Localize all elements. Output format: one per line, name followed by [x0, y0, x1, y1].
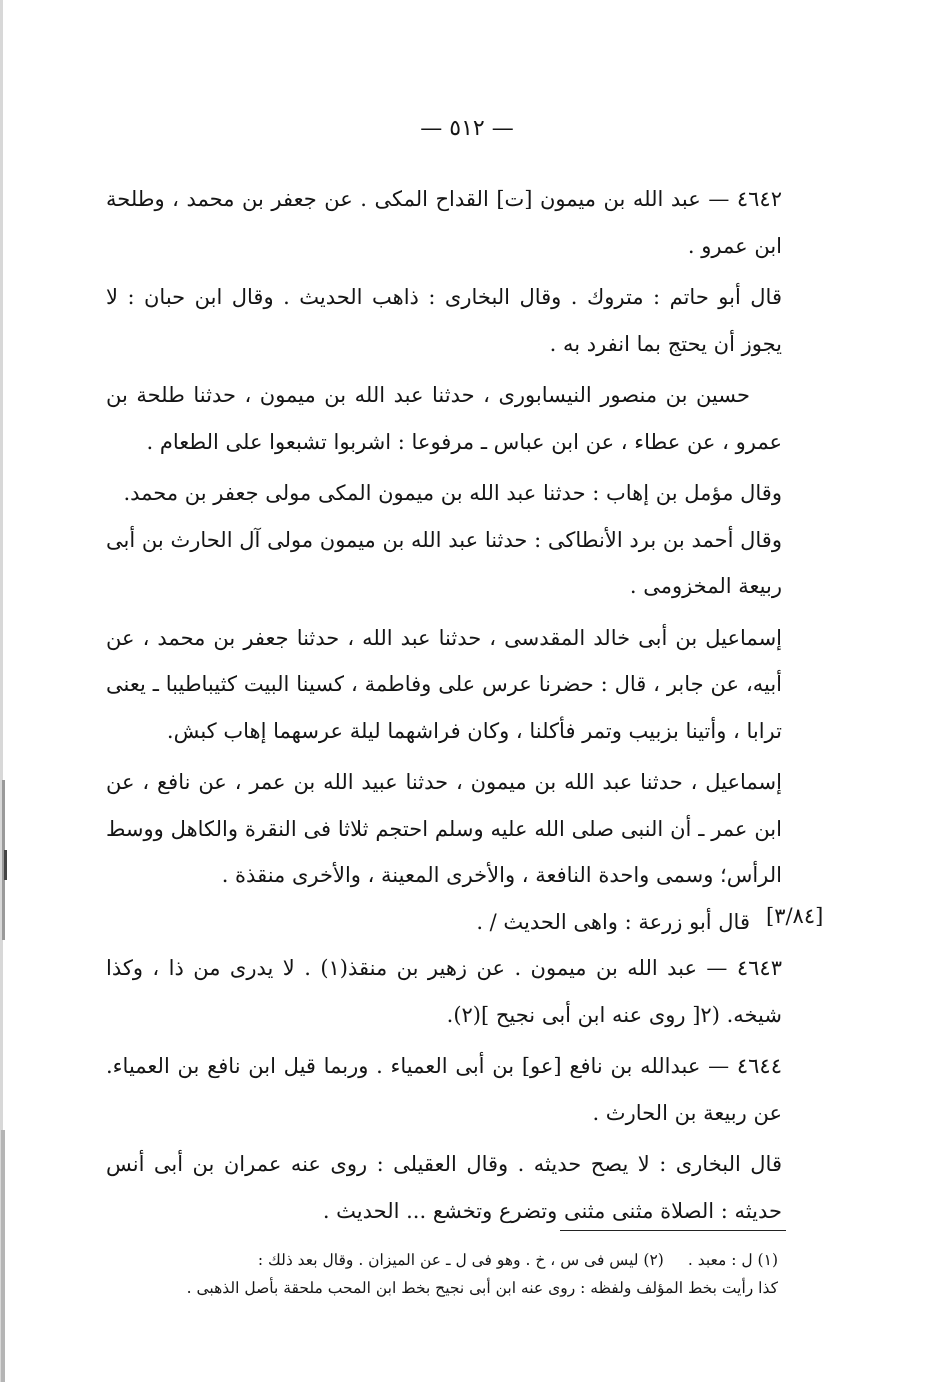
main-text	[106, 176, 782, 1234]
footnote-1: (١) ل : معبد .	[687, 1251, 778, 1269]
entry-4642-heading: ٤٦٤٢ — عبد الله بن ميمون [ت] القداح المكى . عن جعفر بن محمد ، وطلحة ابن عمرو .	[106, 187, 782, 258]
footnote-divider	[560, 1230, 786, 1231]
entry-4644: ٤٦٤٤ — عبدالله بن نافع [عو] بن أبى العمياء . وربما قيل ابن نافع بن العمياء. عن ربيعة بن الحارث .	[106, 1054, 782, 1125]
paragraph-bukhari: قال البخارى : لا يصح حديثه . وقال العقيلى : روى عنه عمران بن أبى أنس حديثه : الصلاة مثنى مثنى وتضرع وتخشع ... الحديث .	[106, 1152, 782, 1223]
footnote-line-1	[118, 1246, 778, 1274]
footnote-line-2: كذا رأيت بخط المؤلف ولفظه : روى عنه ابن أبى نجيح بخط ابن المحب ملحقة بأصل الذهبى .	[186, 1279, 778, 1297]
footnote-2: (٢) ليس فى س ، خ . وهو فى ل ـ عن الميزان . وقال بعد ذلك :	[257, 1251, 664, 1269]
paragraph-abu-zura: قال أبو زرعة : واهى الحديث / .	[476, 909, 750, 934]
paragraph-husayn: حسين بن منصور النيسابورى ، حدثنا عبد الله بن ميمون ، حدثنا طلحة بن عمرو ، عن عطاء ، عن ابن عباس ـ مرفوعا : اشربوا تشبعوا على الطعام .	[106, 383, 782, 454]
entry-4643: ٤٦٤٣ — عبد الله بن ميمون . عن زهير بن منقذ(١) . لا يدرى من ذا ، وكذا شيخه. (٢[ روى عنه ابن أبى نجيح ](٢).	[106, 956, 782, 1027]
paragraph-abu-hatim: قال أبو حاتم : متروك . وقال البخارى : ذاهب الحديث . وقال ابن حبان : لا يجوز أن يحتج بما انفرد به .	[106, 285, 782, 356]
paragraph-ismail-2: إسماعيل ، حدثنا عبد الله بن ميمون ، حدثنا عبيد الله بن عمر ، عن نافع ، عن ابن عمر ـ أن النبى صلى الله عليه وسلم احتجم ثلاثا فى النقرة والكاهل ووسط الرأس؛ وسمى واحدة النافعة ، والأخرى المعينة ، والأخرى منقذة .	[106, 770, 782, 887]
paragraph-ahmad-burd: وقال أحمد بن برد الأنطاكى : حدثنا عبد الله بن ميمون مولى آل الحارث بن أبى ربيعة المخزومى .	[106, 527, 782, 598]
margin-reference: [٣/٨٤]	[766, 904, 824, 928]
scan-edge-shadow	[0, 0, 14, 1382]
page-number: — ٥١٢ —	[420, 116, 514, 141]
footnotes	[118, 1246, 778, 1302]
paragraph-ismail-1: إسماعيل بن أبى خالد المقدسى ، حدثنا عبد الله ، حدثنا جعفر بن محمد ، عن أبيه، عن جابر ، قال : حضرنا عرس على وفاطمة ، كسينا البيت كثيباطيبا ـ يعنى ترابا ، وأتينا بزبيب وتمر فأكلنا ، وكان فراشهما ليلة عرسهما إهاب كبش.	[106, 625, 782, 743]
paragraph-muammal: وقال مؤمل بن إهاب : حدثنا عبد الله بن ميمون المكى مولى جعفر بن محمد.	[123, 481, 782, 505]
